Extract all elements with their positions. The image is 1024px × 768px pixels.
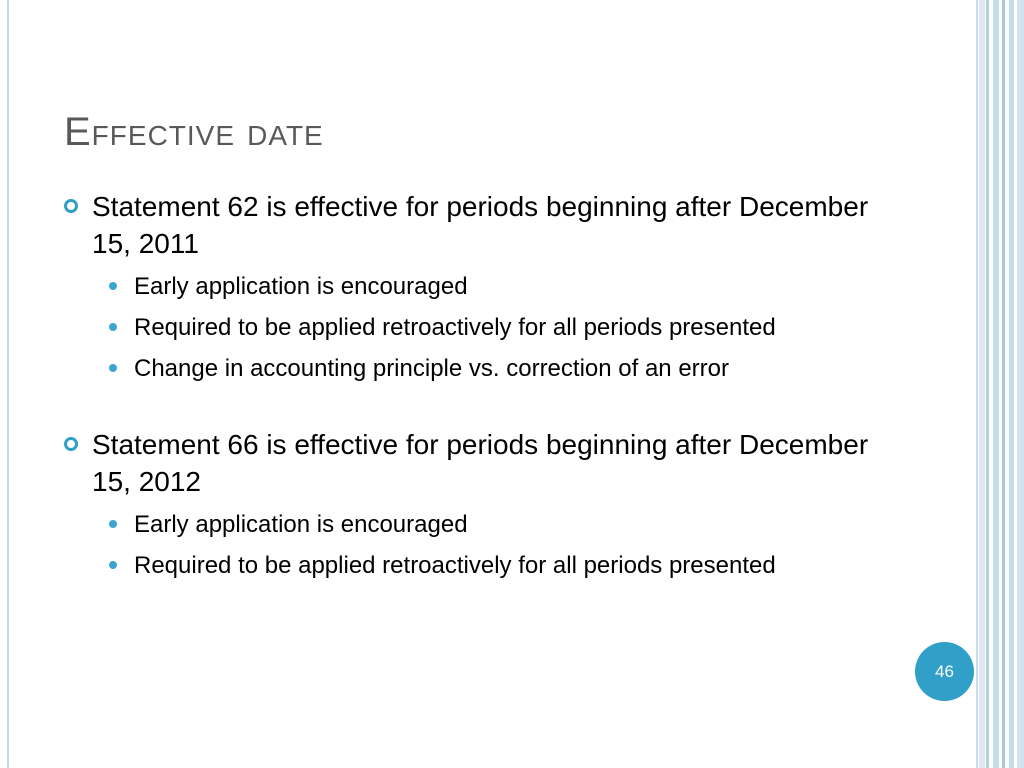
bullet-item	[62, 426, 892, 583]
dot-bullet-icon	[109, 520, 117, 528]
slide-title: Effective date	[64, 110, 324, 154]
stripe	[1009, 0, 1014, 768]
bullet-text: Statement 66 is effective for periods beginning after December 15, 2012	[92, 429, 869, 497]
dot-bullet-icon	[109, 561, 117, 569]
dot-bullet-icon	[109, 282, 117, 290]
sub-bullet-text: Change in accounting principle vs. correction of an error	[134, 355, 729, 382]
right-stripes-decoration	[976, 0, 1024, 768]
sub-bullet-text: Early application is encouraged	[134, 273, 468, 300]
stripe	[1002, 0, 1005, 768]
left-frame-line	[7, 0, 9, 768]
stripe	[1017, 0, 1024, 768]
sub-bullet-item	[92, 310, 892, 345]
page-number-badge: 46	[915, 642, 974, 701]
sub-bullet-item	[92, 351, 892, 386]
ring-bullet-icon	[64, 437, 78, 451]
stripe	[976, 0, 978, 768]
sub-bullet-text: Required to be applied retroactively for all periods presented	[134, 552, 776, 579]
dot-bullet-icon	[109, 364, 117, 372]
stripe	[993, 0, 999, 768]
bullet-text: Statement 62 is effective for periods beginning after December 15, 2011	[92, 191, 869, 259]
sub-bullet-list	[92, 507, 892, 583]
sub-bullet-item	[92, 548, 892, 583]
sub-bullet-text: Early application is encouraged	[134, 511, 468, 538]
dot-bullet-icon	[109, 323, 117, 331]
sub-bullet-item	[92, 507, 892, 542]
sub-bullet-text: Required to be applied retroactively for all periods presented	[134, 314, 776, 341]
bullet-item	[62, 188, 892, 386]
sub-bullet-list	[92, 269, 892, 386]
sub-bullet-item	[92, 269, 892, 304]
slide-content	[62, 188, 892, 623]
ring-bullet-icon	[64, 199, 78, 213]
stripe	[986, 0, 989, 768]
stripe	[979, 0, 985, 768]
